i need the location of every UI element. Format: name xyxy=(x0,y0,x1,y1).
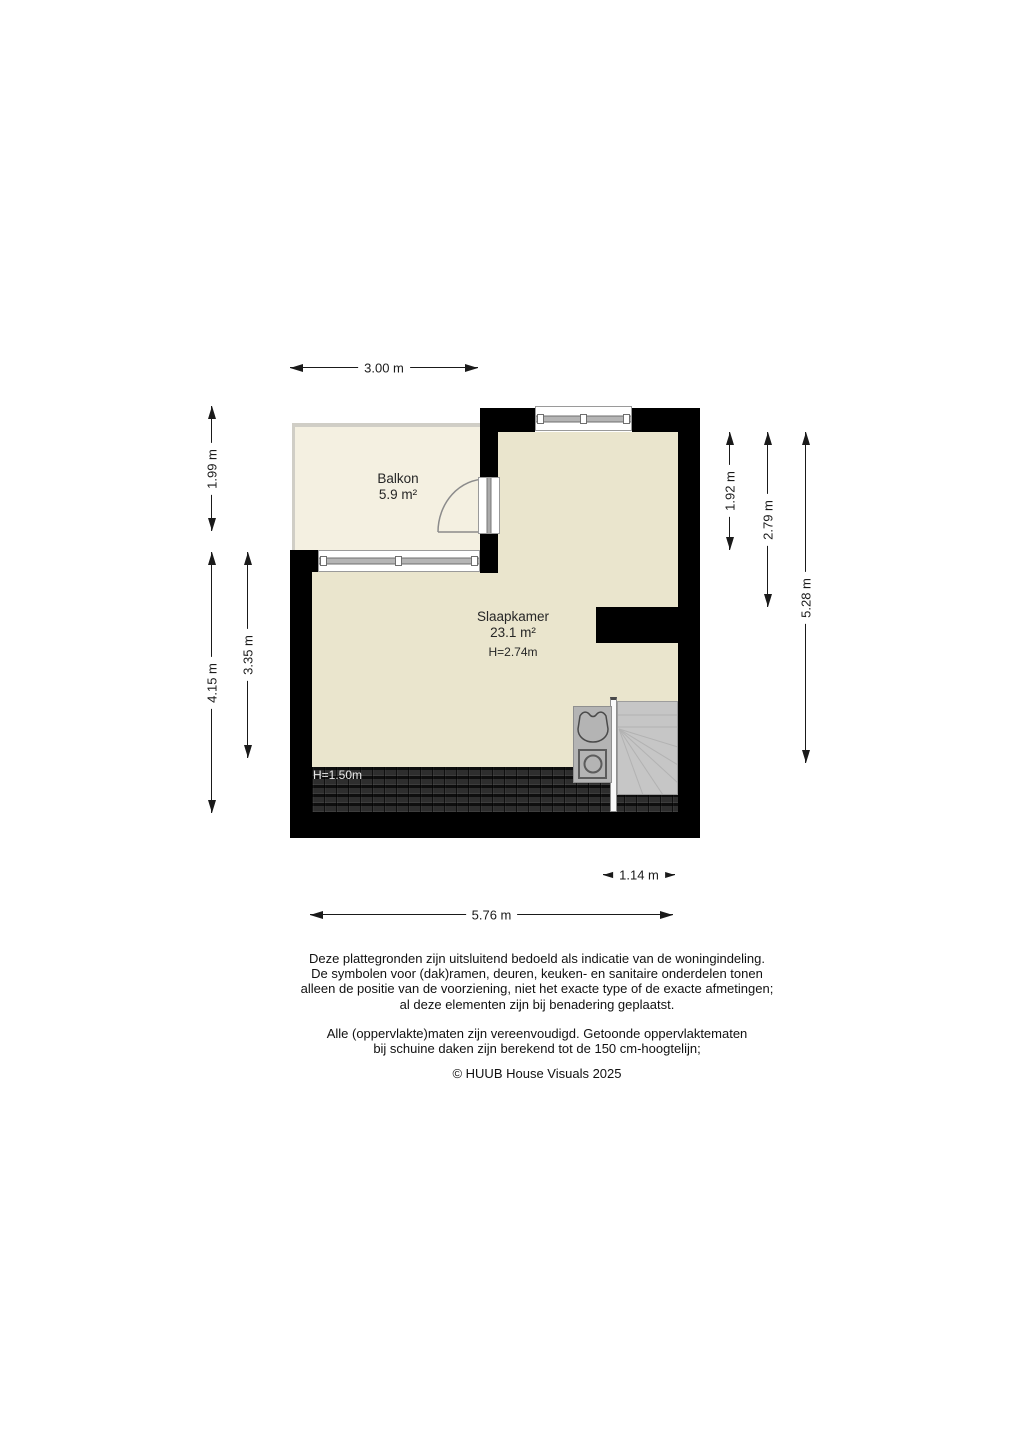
disclaimer-line: De symbolen voor (dak)ramen, deuren, keuken- en sanitaire onderdelen tonen xyxy=(311,966,763,982)
window-mullion xyxy=(320,556,327,566)
balcony-area-value: 5.9 m² xyxy=(378,487,418,502)
wall-left xyxy=(290,550,312,838)
washing-machine-icon xyxy=(578,749,607,779)
washing-machine-drum xyxy=(583,755,602,774)
arrow-up-icon xyxy=(802,432,810,445)
dimension-label: 1.99 m xyxy=(205,443,220,495)
arrow-up-icon xyxy=(726,432,734,445)
wall-door-upper xyxy=(480,408,498,477)
arrow-left-icon xyxy=(290,364,303,372)
disclaimer-line: alleen de positie van de voorziening, niet het exacte type of de exacte afmetingen; xyxy=(300,981,774,997)
disclaimer-line: al deze elementen zijn bij benadering geplaatst. xyxy=(399,996,675,1012)
sink-icon xyxy=(576,708,610,746)
dimension-label: 3.00 m xyxy=(358,361,410,376)
dimension-label: 4.15 m xyxy=(205,657,220,709)
dimension-label: 3.35 m xyxy=(241,629,256,681)
arrow-up-icon xyxy=(208,406,216,419)
arrow-down-icon xyxy=(208,800,216,813)
arrow-down-icon xyxy=(802,750,810,763)
balcony-label: Balkon xyxy=(377,471,419,486)
dimension-label: 1.14 m xyxy=(613,868,665,883)
balcony-label-block xyxy=(304,471,492,503)
bedroom-area-value: 23.1 m² xyxy=(490,625,536,640)
disclaimer-text-2 xyxy=(37,1026,1018,1056)
disclaimer-text xyxy=(37,951,1018,1012)
staircase xyxy=(617,701,678,795)
arrow-down-icon xyxy=(244,745,252,758)
window-balcony xyxy=(318,550,480,572)
window-mullion xyxy=(580,414,587,424)
window-top xyxy=(535,406,632,431)
dimension-label: 5.76 m xyxy=(466,908,518,923)
bedroom-height-label: H=2.74m xyxy=(488,645,538,659)
arrow-right-icon xyxy=(660,911,673,919)
wall-chimney-notch xyxy=(596,607,680,643)
wall-window-stub xyxy=(290,550,318,572)
dimension-label: 1.92 m xyxy=(723,465,738,517)
arrow-up-icon xyxy=(764,432,772,445)
arrow-down-icon xyxy=(764,594,772,607)
bedroom-area-upper xyxy=(498,432,678,572)
arrow-down-icon xyxy=(208,518,216,531)
disclaimer-line: Alle (oppervlakte)maten zijn vereenvoudigd. Getoonde oppervlaktematen xyxy=(326,1026,748,1041)
arrow-up-icon xyxy=(244,552,252,565)
disclaimer-line: Deze plattegronden zijn uitsluitend bedoeld als indicatie van de woningindeling. xyxy=(308,951,766,966)
dimension-label: 2.79 m xyxy=(761,494,776,546)
bedroom-label-block xyxy=(433,609,593,660)
copyright-text: © HUUB House Visuals 2025 xyxy=(452,1066,622,1081)
bedroom-label: Slaapkamer xyxy=(476,609,550,624)
disclaimer-line: bij schuine daken zijn berekend tot de 150 cm-hoogtelijn; xyxy=(373,1041,701,1057)
wall-door-lower xyxy=(480,533,498,573)
window-mullion xyxy=(395,556,402,566)
arrow-left-icon xyxy=(310,911,323,919)
window-mullion xyxy=(537,414,544,424)
arrow-down-icon xyxy=(726,537,734,550)
wall-bottom xyxy=(290,812,700,838)
arrow-up-icon xyxy=(208,552,216,565)
roof-height-label: H=1.50m xyxy=(313,768,363,782)
window-mullion xyxy=(471,556,478,566)
wall-right xyxy=(678,408,700,838)
arrow-right-icon xyxy=(465,364,478,372)
dimension-label: 5.28 m xyxy=(799,572,814,624)
window-mullion xyxy=(623,414,630,424)
